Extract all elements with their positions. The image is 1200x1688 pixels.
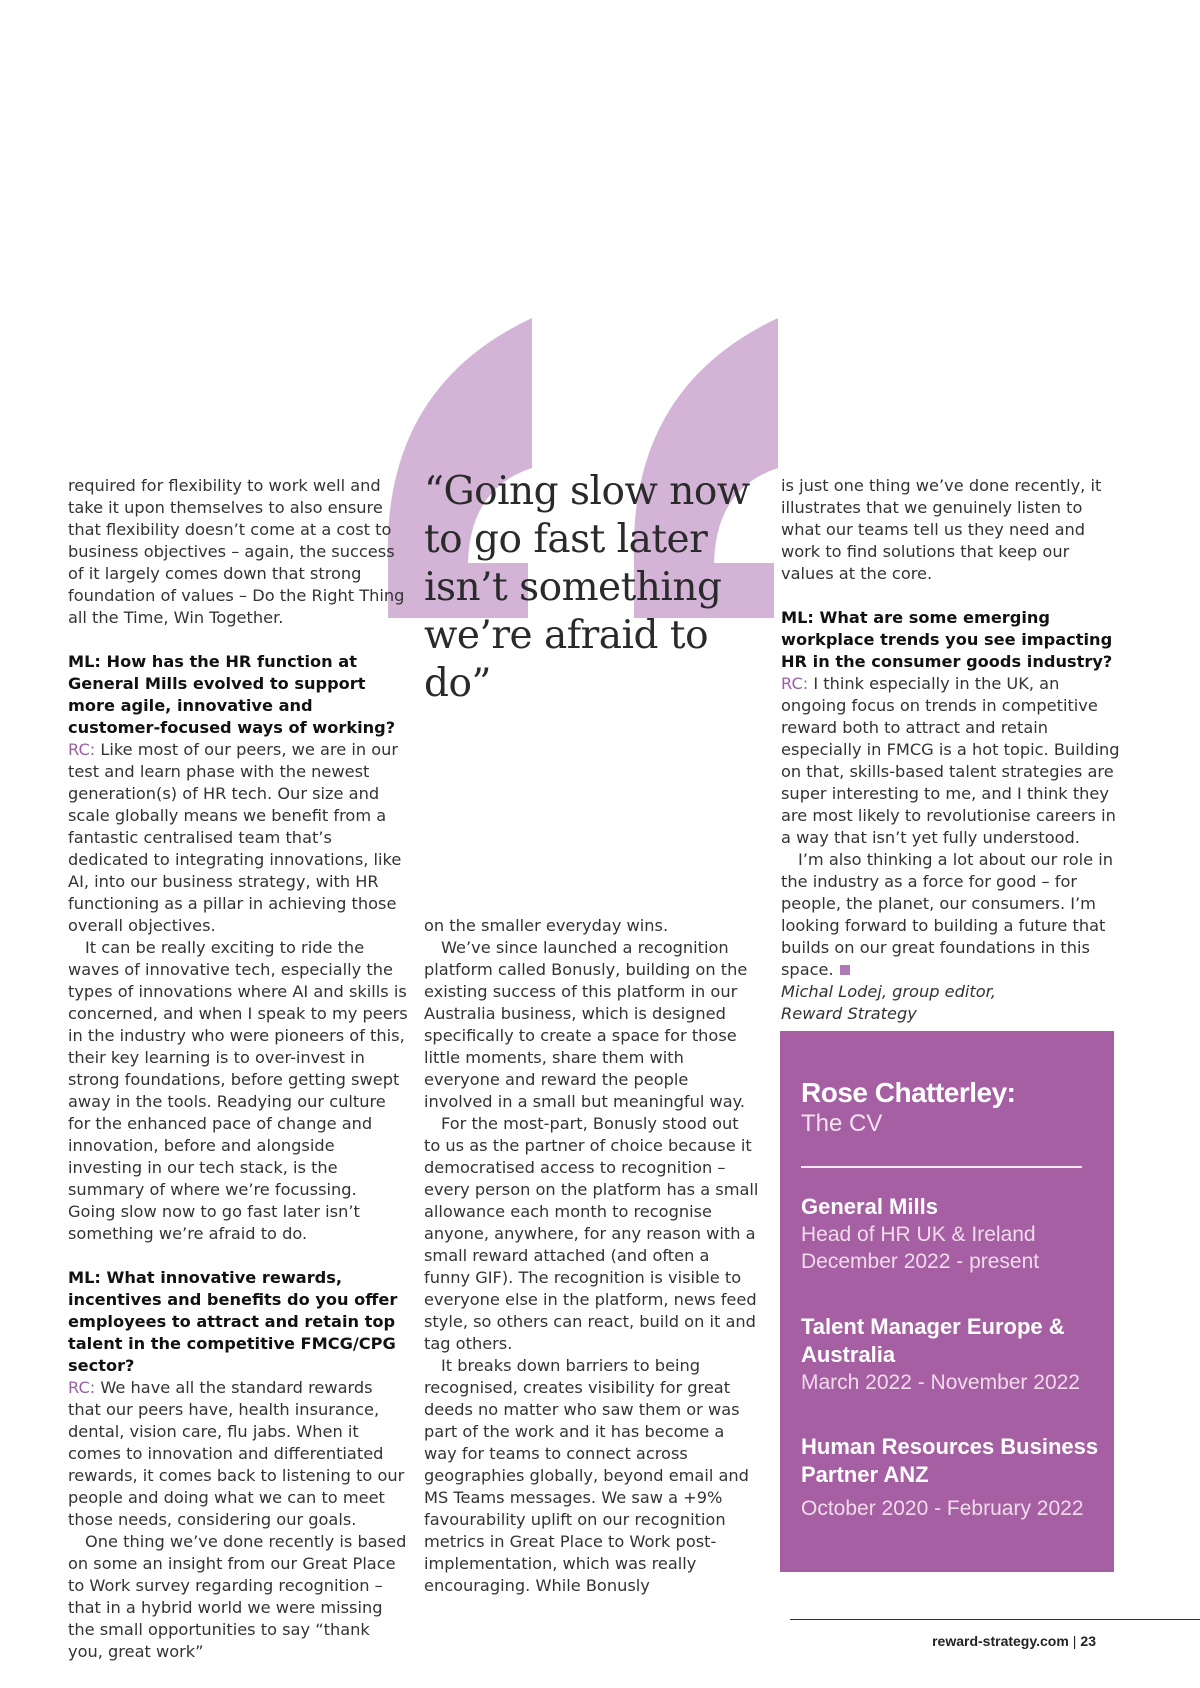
interview-question: ML: What innovative rewards, incentives and benefits do you offer employees to attract and retain top talent in the competitive FMCG/CPG sector? xyxy=(68,1268,398,1375)
paragraph-text: I’m also thinking a lot about our role in the industry as a force for good – for people, the planet, our consumers. I’m looking forward to building a future that builds on our great foundations in this space. xyxy=(781,850,1113,979)
cv-job-role: Head of HR UK & Ireland xyxy=(801,1223,1036,1246)
byline: Michal Lodej, group editor, xyxy=(781,982,996,1001)
cv-job-title: General Mills xyxy=(801,1194,938,1219)
article-column-2 xyxy=(424,915,760,1597)
article-column-1 xyxy=(68,475,408,1663)
interview-answer xyxy=(68,1377,408,1531)
cv-job-dates: March 2022 - November 2022 xyxy=(801,1371,1080,1394)
cv-job-dates: December 2022 - present xyxy=(801,1250,1040,1273)
cv-panel xyxy=(780,1031,1114,1572)
paragraph: required for flexibility to work well and take it upon themselves to also ensure that flexibility doesn’t come at a cost to business objectives – again, the success of it largely comes down that strong foundation of values – Do the Right Thing all the Time, Win Together. xyxy=(68,476,405,627)
end-mark-icon xyxy=(840,965,850,975)
footer-site: reward-strategy.com xyxy=(932,1633,1069,1649)
speaker-label: RC: xyxy=(781,674,809,693)
cv-name: Rose Chatterley: xyxy=(801,1077,1016,1108)
cv-job xyxy=(801,1433,1101,1522)
interview-question: ML: How has the HR function at General Mills evolved to support more agile, innovative and customer-focused ways of working? xyxy=(68,652,396,737)
paragraph: For the most-part, Bonusly stood out to us as the partner of choice because it democratised access to recognition – every person on the platform has a small allowance each month to recognise anyone, anywhere, for any reason with a small reward attached (and often a funny GIF). The recognition is visible to everyone else in the platform, news feed style, so others can react, build on it and tag others. xyxy=(424,1114,759,1353)
paragraph: on the smaller everyday wins. xyxy=(424,916,669,935)
cv-job-dates: October 2020 - February 2022 xyxy=(801,1497,1084,1520)
cv-job-title: Human Resources Business Partner ANZ xyxy=(801,1434,1099,1487)
interview-answer xyxy=(781,673,1126,849)
page-footer xyxy=(932,1633,1096,1649)
cv-job xyxy=(801,1313,1101,1396)
speaker-label: RC: xyxy=(68,740,96,759)
cv-subtitle: The CV xyxy=(801,1110,883,1137)
speaker-label: RC: xyxy=(68,1378,96,1397)
cv-job-title: Talent Manager Europe & Australia xyxy=(801,1314,1065,1367)
paragraph: We’ve since launched a recognition platform called Bonusly, building on the existing success of this platform in our Australia business, which is designed specifically to create a space for those little moments, share them with everyone and reward the people involved in a small but meaningful way. xyxy=(424,938,748,1111)
interview-question: ML: What are some emerging workplace trends you see impacting HR in the consumer goods industry? xyxy=(781,608,1113,671)
paragraph xyxy=(781,849,1126,981)
paragraph: It can be really exciting to ride the waves of innovative tech, especially the types of innovations where AI and skills is concerned, and when I speak to my peers in the industry who were pioneers of this, their key learning is to over-invest in strong foundations, before getting swept away in the tools. Readying our culture for the enhanced pace of change and innovation, before and alongside investing in our tech stack, is the summary of where we’re focussing. Going slow now to go fast later isn’t something we’re afraid to do. xyxy=(68,938,408,1243)
pull-quote: “Going slow now to go fast later isn’t something we’re afraid to do” xyxy=(424,469,750,706)
interview-answer xyxy=(68,739,408,937)
paragraph: One thing we’ve done recently is based on some an insight from our Great Place to Work survey regarding recognition – that in a hybrid world we were missing the small opportunities to say “thank you, great work” xyxy=(68,1532,407,1661)
footer-separator: | xyxy=(1072,1633,1077,1649)
paragraph: It breaks down barriers to being recognised, creates visibility for great deeds no matter who saw them or was part of the work and it has become a way for teams to connect across geographies globally, beyond email and MS Teams messages. We saw a +9% favourability uplift on our recognition metrics in Great Place to Work post-implementation, which was really encouraging. While Bonusly xyxy=(424,1356,749,1595)
footer-rule xyxy=(790,1619,1200,1620)
answer-text: We have all the standard rewards that our peers have, health insurance, dental, vision care, flu jabs. When it comes to innovation and differentiated rewards, it comes back to listening to our people and doing what we can to meet those needs, considering our goals. xyxy=(68,1378,405,1529)
page-number: 23 xyxy=(1080,1633,1096,1649)
cv-job xyxy=(801,1193,1101,1275)
article-column-3 xyxy=(781,475,1126,1025)
byline-publication: Reward Strategy xyxy=(781,1004,917,1023)
paragraph: is just one thing we’ve done recently, it illustrates that we genuinely listen to what our teams tell us they need and work to find solutions that keep our values at the core. xyxy=(781,476,1102,583)
answer-text: Like most of our peers, we are in our test and learn phase with the newest generation(s) of HR tech. Our size and scale globally means we benefit from a fantastic centralised team that’s dedicated to integrating innovations, like AI, into our business strategy, with HR functioning as a pillar in achieving those overall objectives. xyxy=(68,740,402,935)
answer-text: I think especially in the UK, an ongoing focus on trends in competitive reward both to attract and retain especially in FMCG is a hot topic. Building on that, skills-based talent strategies are super interesting to me, and I think they are most likely to revolutionise careers in a way that isn’t yet fully understood. xyxy=(781,674,1120,847)
cv-divider xyxy=(801,1166,1082,1168)
